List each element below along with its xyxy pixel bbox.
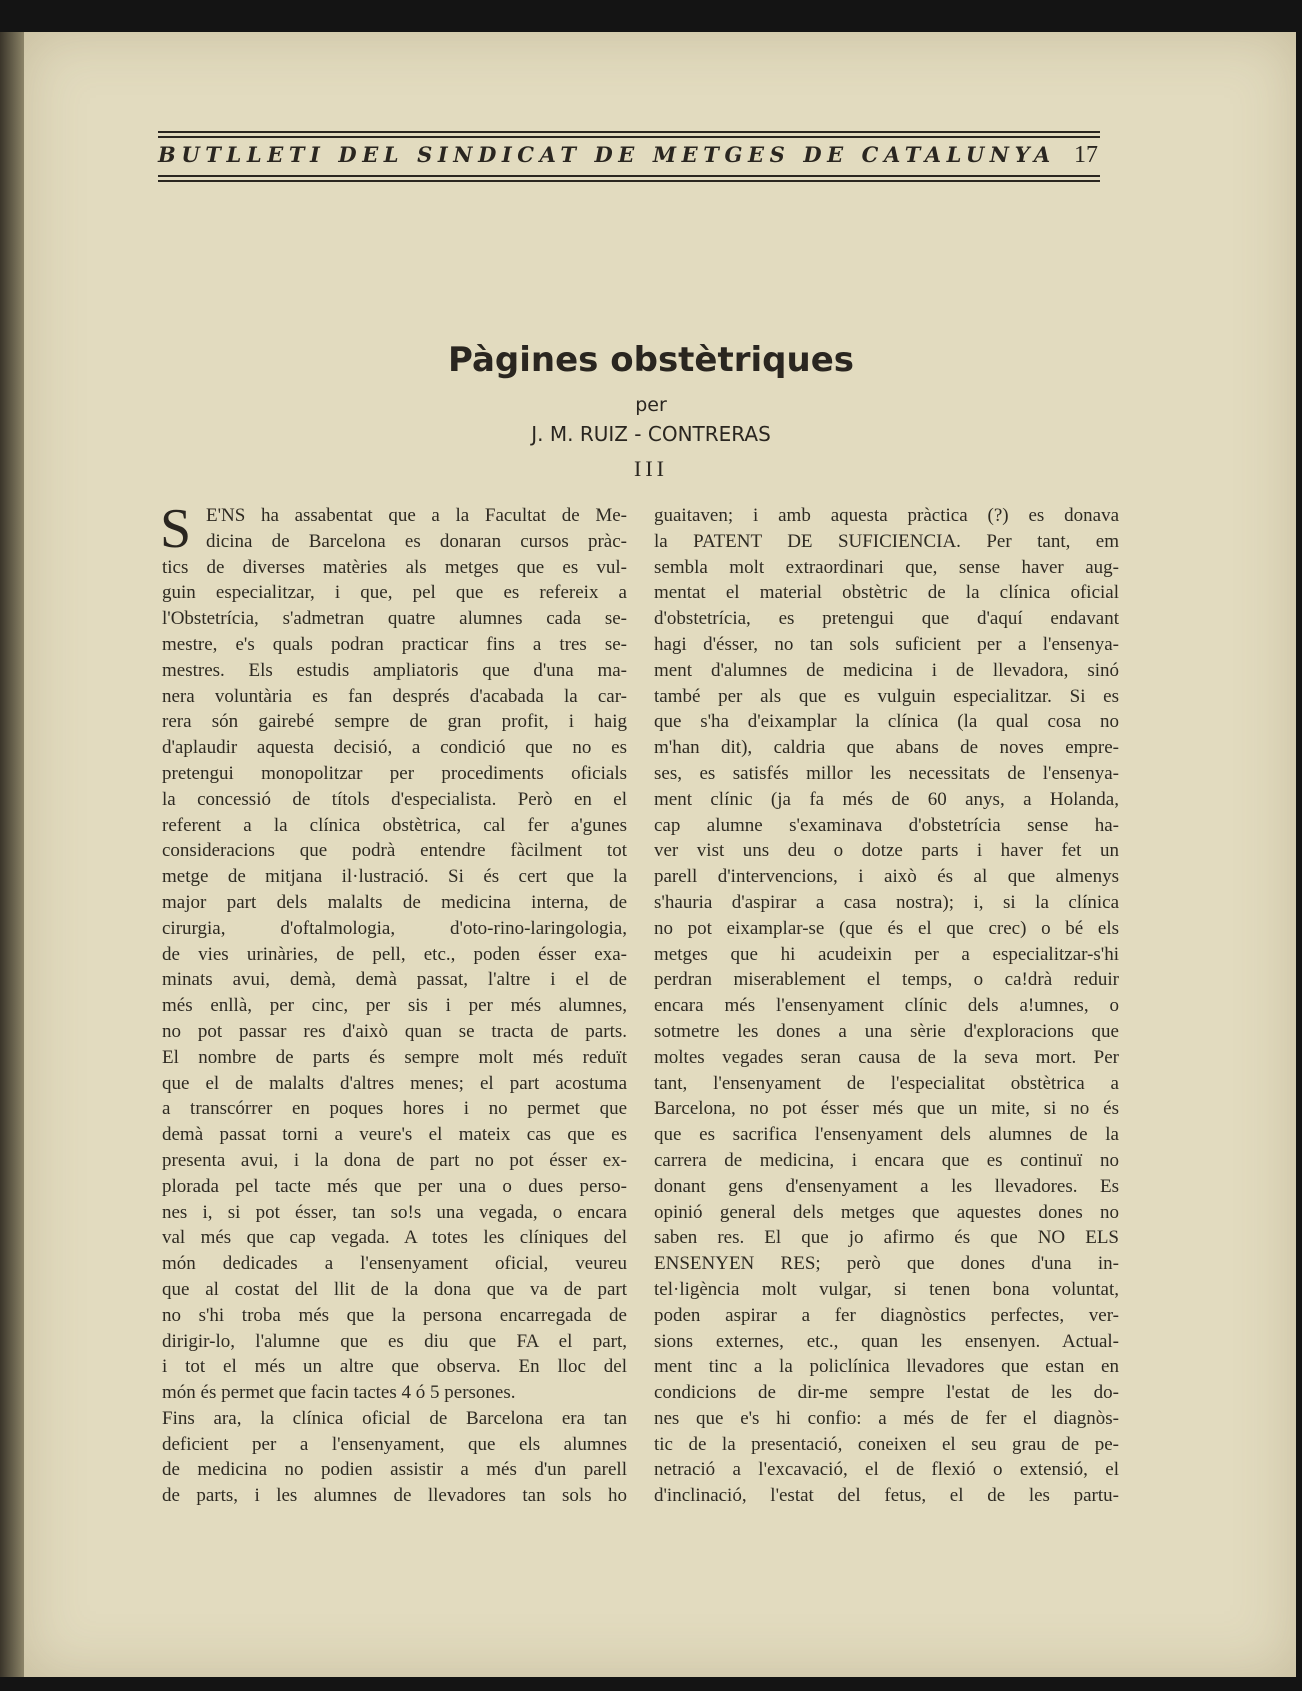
text-line: més enllà, per cinc, per sis i per més alumnes, — [162, 995, 627, 1017]
text-line: no s'hi troba més que la persona encarregada de — [162, 1304, 627, 1326]
text-line: tic de la presentació, coneixen el seu grau de pe- — [654, 1433, 1119, 1455]
previous-page-edge — [0, 32, 24, 1677]
text-line: major part dels malalts de medicina interna, de — [162, 891, 627, 913]
article-author: J. M. RUIZ - CONTRERAS — [531, 422, 771, 446]
text-line: tel·ligència molt vulgar, si tenen bona voluntat, — [654, 1278, 1119, 1300]
text-line: que al costat del llit de la dona que va de part — [162, 1278, 627, 1300]
text-line: mestres. Els estudis ampliatoris que d'una ma- — [162, 659, 627, 681]
text-line: cap alumne s'examinava d'obstetrícia sense ha- — [654, 814, 1119, 836]
article-title: Pàgines obstètriques — [447, 340, 855, 380]
text-line: demà passat torni a veure's el mateix cas que es — [162, 1124, 627, 1146]
text-line: i tot el més un altre que observa. En lloc del — [162, 1356, 627, 1378]
text-line: hagi d'ésser, no tan sols suficient per a l'ensenya- — [654, 633, 1119, 655]
text-line: donant gens d'ensenyament a les llevadores. Es — [654, 1175, 1119, 1197]
drop-cap: S — [160, 498, 192, 560]
text-line: de vies urinàries, de pell, etc., poden ésser exa- — [162, 943, 627, 965]
text-line: d'aplaudir aquesta decisió, a condició que no es — [162, 737, 627, 759]
text-line: de parts, i les alumnes de llevadores tan sols ho — [162, 1485, 627, 1507]
text-line: món és permet que facin tactes 4 ó 5 persones. — [162, 1382, 516, 1404]
text-line: ENSENYEN RES; però que dones d'una in- — [654, 1253, 1119, 1275]
text-line: m'han dit), caldria que abans de noves empre- — [654, 737, 1119, 759]
header-top-rule-2 — [158, 136, 1100, 138]
text-line: poden aspirar a fer diagnòstics perfectes, ver- — [654, 1304, 1119, 1326]
header-top-rule — [158, 131, 1100, 133]
text-line: moltes vegades seran causa de la seva mort. Per — [654, 1046, 1119, 1068]
text-line: saben res. El que jo afirmo és que NO ELS — [654, 1227, 1119, 1249]
text-line: presenta avui, i la dona de part no pot ésser ex- — [162, 1149, 627, 1171]
text-line: encara més l'ensenyament clínic dels a!umnes, o — [654, 995, 1119, 1017]
text-line: parell d'intervencions, i això és al que almenys — [654, 866, 1119, 888]
text-line: sembla molt extraordinari que, sense haver aug- — [654, 556, 1119, 578]
text-line: consideracions que podrà entendre fàcilment tot — [162, 840, 627, 862]
text-line: a transcórrer en poques hores i no permet que — [162, 1098, 627, 1120]
text-line: ment clínic (ja fa més de 60 anys, a Holanda, — [654, 788, 1119, 810]
text-line: deficient per a l'ensenyament, que els alumnes — [162, 1433, 627, 1455]
text-line: carrera de medicina, i encara que es continuï no — [654, 1149, 1119, 1171]
header-bottom-rule-2 — [158, 180, 1100, 182]
page-number: 17 — [1074, 142, 1098, 168]
text-line: sions externes, etc., quan les ensenyen. Actual- — [654, 1330, 1119, 1352]
text-line: ment tinc a la policlínica llevadores que estan en — [654, 1356, 1119, 1378]
text-line: de medicina no podien assistir a més d'un parell — [162, 1459, 627, 1481]
text-line: dicina de Barcelona es donaran cursos pràc- — [206, 530, 627, 552]
text-line: mestre, e's quals podran practicar fins a tres se- — [162, 633, 627, 655]
text-line: Barcelona, no pot ésser més que un mite, si no és — [654, 1098, 1119, 1120]
text-line: perdran miserablement el temps, o ca!drà reduir — [654, 969, 1119, 991]
text-line: d'obstetrícia, es pretengui que d'aquí endavant — [654, 608, 1119, 630]
text-line: tant, l'ensenyament de l'especialitat obstètrica a — [654, 1072, 1119, 1094]
text-line: no pot passar res d'això quan se tracta de parts. — [162, 1020, 627, 1042]
text-line: ses, es satisfés millor les necessitats de l'ensenya- — [654, 762, 1119, 784]
text-line: minats avui, demà, demà passat, l'altre i el de — [162, 969, 627, 991]
text-line: la PATENT DE SUFICIENCIA. Per tant, em — [654, 530, 1119, 552]
text-line: mentat el material obstètric de la clínica oficial — [654, 582, 1119, 604]
text-line: la concessió de títols d'especialista. Però en el — [162, 788, 627, 810]
text-line: cirurgia, d'oftalmologia, d'oto-rino-laringologia, — [162, 917, 627, 939]
running-header — [158, 128, 1100, 185]
text-line: opinió general dels metges que aquestes dones no — [654, 1201, 1119, 1223]
header-bottom-rule — [158, 175, 1100, 177]
text-line: guin especialitzar, i que, pel que es refereix a — [162, 582, 627, 604]
text-line: referent a la clínica obstètrica, cal fer a'gunes — [162, 814, 627, 836]
text-line: sotmetre les dones a una sèrie d'exploracions que — [654, 1020, 1119, 1042]
right-text-column — [654, 503, 1119, 1509]
text-line: que s'ha d'eixamplar la clínica (la qual cosa no — [654, 711, 1119, 733]
text-line: no pot eixamplar-se (que és el que crec) o bé els — [654, 917, 1119, 939]
text-line: que es sacrifica l'ensenyament dels alumnes de la — [654, 1124, 1119, 1146]
text-line: rera són gairebé sempre de gran profit, i haig — [162, 711, 627, 733]
text-line: nes que e's hi confio: a més de fer el diagnòs- — [654, 1407, 1119, 1429]
text-line: val més que cap vegada. A totes les clíniques del — [162, 1227, 627, 1249]
journal-title: BUTLLETI DEL SINDICAT DE METGES DE CATALUNYA — [158, 142, 1056, 167]
text-line: El nombre de parts és sempre molt més reduït — [162, 1046, 627, 1068]
text-line: netració a l'excavació, el de flexió o extensió, el — [654, 1459, 1119, 1481]
text-line: d'inclinació, l'estat del fetus, el de les partu- — [654, 1485, 1119, 1507]
text-line: s'hauria d'aspirar a casa nostra); i, si la clínica — [654, 891, 1119, 913]
text-line: plorada pel tacte més que per una o dues perso- — [162, 1175, 627, 1197]
text-line: nes i, si pot ésser, tan so!s una vegada, o encara — [162, 1201, 627, 1223]
left-text-column — [160, 498, 627, 1509]
text-line: també per als que es vulguin especialitzar. Si es — [654, 685, 1119, 707]
text-line: ment d'alumnes de medicina i de llevadora, sinó — [654, 659, 1119, 681]
text-line: l'Obstetrícia, s'admetran quatre alumnes cada se- — [162, 608, 627, 630]
text-line: món dedicades a l'ensenyament oficial, veureu — [162, 1253, 627, 1275]
header-row — [158, 142, 1100, 172]
text-line: pretengui monopolitzar per procediments oficials — [162, 762, 627, 784]
text-line: metges que hi acudeixin per a especialitzar-s'hi — [654, 943, 1119, 965]
text-line: nera voluntària es fan després d'acabada la car- — [162, 685, 627, 707]
text-line: que el de malalts d'altres menes; el part acostuma — [162, 1072, 627, 1094]
text-line: ver vist uns deu o dotze parts i haver fet un — [654, 840, 1119, 862]
text-line: dirigir-lo, l'alumne que es diu que FA el part, — [162, 1330, 627, 1352]
article-part-number: III — [634, 456, 668, 481]
text-line: guaitaven; i amb aquesta pràctica (?) es donava — [654, 505, 1119, 526]
byline-per: per — [635, 394, 667, 416]
text-line: E'NS ha assabentat que a la Facultat de Me- — [206, 505, 627, 526]
text-line: metge de mitjana il·lustració. Si és cert que la — [162, 866, 627, 888]
text-line: Fins ara, la clínica oficial de Barcelona era tan — [162, 1407, 627, 1429]
text-line: condicions de dir-me sempre l'estat de les do- — [654, 1382, 1119, 1404]
text-line: tics de diverses matèries als metges que es vul- — [162, 556, 627, 578]
